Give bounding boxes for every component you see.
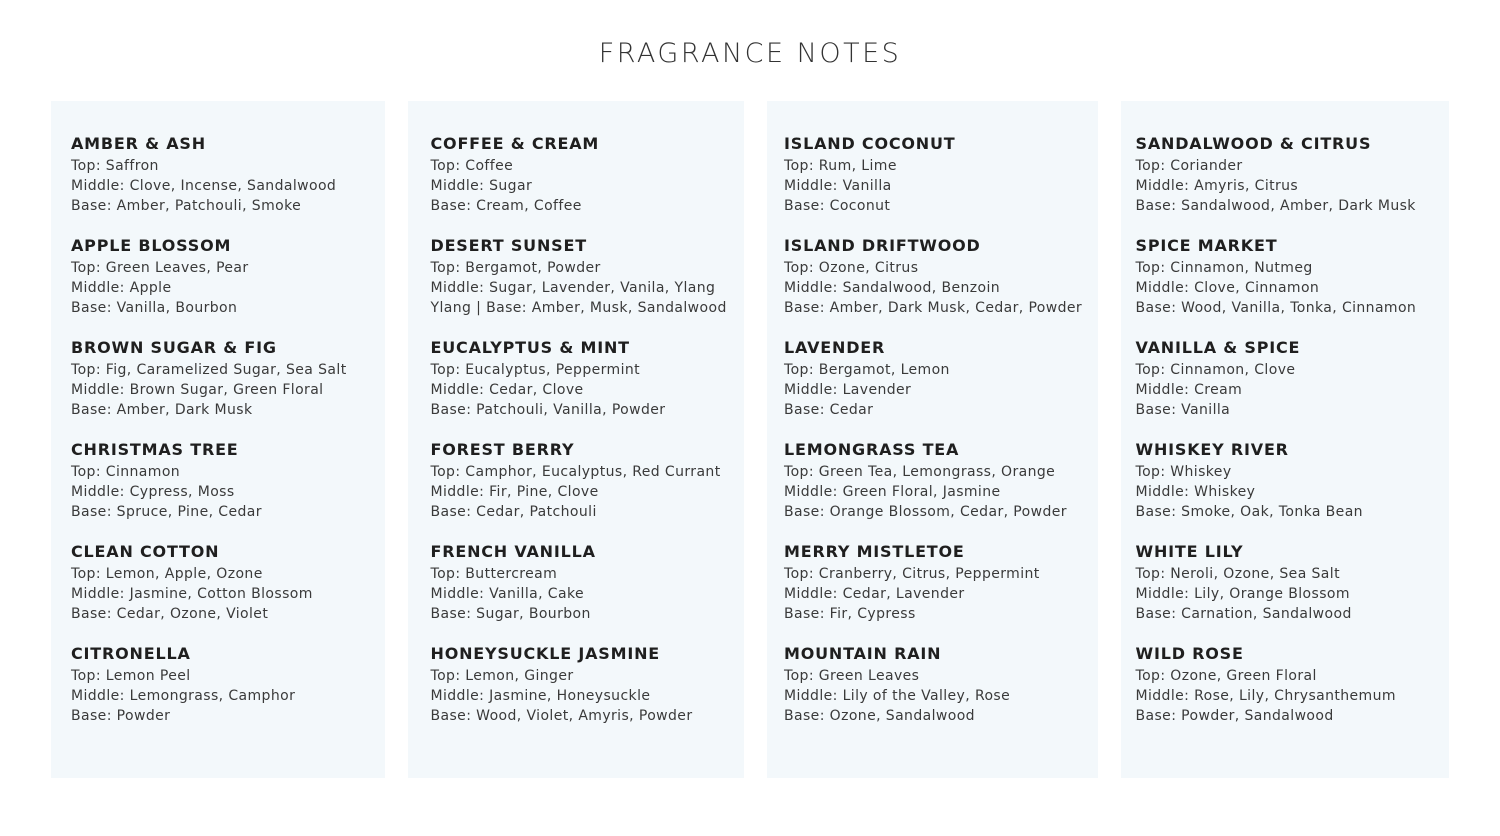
fragrance-name: WHISKEY RIVER xyxy=(1135,440,1289,459)
middle-notes: Middle: Vanilla, Cake xyxy=(430,586,584,602)
top-notes: Top: Buttercream xyxy=(430,566,558,582)
middle-notes: Middle: Lemongrass, Camphor xyxy=(71,688,296,704)
base-notes: Base: Cedar, Patchouli xyxy=(430,504,597,520)
fragrance-column-3 xyxy=(767,101,1098,778)
fragrance-name: APPLE BLOSSOM xyxy=(71,236,232,255)
top-notes: Top: Whiskey xyxy=(1135,464,1232,480)
middle-notes: Middle: Cypress, Moss xyxy=(71,484,235,500)
fragrance-note xyxy=(784,642,1098,726)
fragrance-name: FOREST BERRY xyxy=(430,440,575,459)
top-notes: Top: Cinnamon, Nutmeg xyxy=(1135,260,1313,276)
fragrance-name: FRENCH VANILLA xyxy=(430,542,596,561)
top-notes: Top: Cinnamon xyxy=(71,464,181,480)
fragrance-note xyxy=(431,234,745,318)
base-notes: Base: Sandalwood, Amber, Dark Musk xyxy=(1135,198,1416,214)
base-notes: Base: Amber, Dark Musk, Cedar, Powder xyxy=(784,300,1083,316)
fragrance-note xyxy=(71,336,385,420)
top-notes: Top: Lemon, Apple, Ozone xyxy=(71,566,263,582)
middle-notes: Middle: Vanilla xyxy=(784,178,892,194)
top-notes: Top: Cinnamon, Clove xyxy=(1135,362,1296,378)
middle-notes: Middle: Sandalwood, Benzoin xyxy=(784,280,1001,296)
middle-notes: Middle: Lavender xyxy=(784,382,912,398)
middle-notes: Middle: Lily, Orange Blossom xyxy=(1135,586,1350,602)
top-notes: Top: Green Tea, Lemongrass, Orange xyxy=(784,464,1056,480)
fragrance-name: LAVENDER xyxy=(784,338,886,357)
fragrance-name: CHRISTMAS TREE xyxy=(71,440,239,459)
top-notes: Top: Lemon Peel xyxy=(71,668,191,684)
base-notes: Base: Cream, Coffee xyxy=(430,198,582,214)
top-notes: Top: Green Leaves, Pear xyxy=(71,260,249,276)
page-title: FRAGRANCE NOTES xyxy=(598,38,902,69)
fragrance-name: MERRY MISTLETOE xyxy=(784,542,965,561)
fragrance-column-1 xyxy=(51,101,385,778)
fragrance-name: SANDALWOOD & CITRUS xyxy=(1135,134,1372,153)
fragrance-name: MOUNTAIN RAIN xyxy=(784,644,942,663)
middle-notes: Middle: Cedar, Lavender xyxy=(784,586,965,602)
fragrance-note xyxy=(71,540,385,624)
middle-notes: Middle: Rose, Lily, Chrysanthemum xyxy=(1135,688,1396,704)
base-notes: Base: Powder xyxy=(71,708,171,724)
base-notes: Base: Fir, Cypress xyxy=(784,606,916,622)
top-notes: Top: Saffron xyxy=(71,158,159,174)
fragrance-name: DESERT SUNSET xyxy=(430,236,587,255)
base-notes: Base: Cedar xyxy=(784,402,874,418)
fragrance-note xyxy=(71,234,385,318)
fragrance-name: COFFEE & CREAM xyxy=(430,134,600,153)
fragrance-column-2 xyxy=(408,101,745,778)
fragrance-note xyxy=(1136,540,1450,624)
fragrance-note xyxy=(1136,642,1450,726)
fragrance-note xyxy=(71,642,385,726)
fragrance-name: VANILLA & SPICE xyxy=(1135,338,1301,357)
fragrance-name: BROWN SUGAR & FIG xyxy=(71,338,277,357)
base-notes: Ylang | Base: Amber, Musk, Sandalwood xyxy=(430,300,727,316)
fragrance-name: WHITE LILY xyxy=(1135,542,1244,561)
base-notes: Base: Ozone, Sandalwood xyxy=(784,708,975,724)
fragrance-note xyxy=(1136,438,1450,522)
middle-notes: Middle: Brown Sugar, Green Floral xyxy=(71,382,324,398)
middle-notes: Middle: Cream xyxy=(1135,382,1243,398)
base-notes: Base: Cedar, Ozone, Violet xyxy=(71,606,269,622)
fragrance-note xyxy=(431,540,745,624)
middle-notes: Middle: Apple xyxy=(71,280,172,296)
fragrance-note xyxy=(71,132,385,216)
fragrance-columns xyxy=(51,101,1449,778)
base-notes: Base: Smoke, Oak, Tonka Bean xyxy=(1135,504,1363,520)
fragrance-note xyxy=(784,540,1098,624)
fragrance-name: SPICE MARKET xyxy=(1135,236,1278,255)
top-notes: Top: Fig, Caramelized Sugar, Sea Salt xyxy=(71,362,347,378)
top-notes: Top: Neroli, Ozone, Sea Salt xyxy=(1135,566,1340,582)
fragrance-note xyxy=(784,132,1098,216)
fragrance-name: HONEYSUCKLE JASMINE xyxy=(430,644,661,663)
fragrance-name: ISLAND DRIFTWOOD xyxy=(784,236,981,255)
middle-notes: Middle: Green Floral, Jasmine xyxy=(784,484,1001,500)
top-notes: Top: Ozone, Citrus xyxy=(784,260,919,276)
middle-notes: Middle: Cedar, Clove xyxy=(430,382,584,398)
base-notes: Base: Orange Blossom, Cedar, Powder xyxy=(784,504,1067,520)
middle-notes: Middle: Amyris, Citrus xyxy=(1135,178,1299,194)
top-notes: Top: Bergamot, Powder xyxy=(430,260,601,276)
top-notes: Top: Bergamot, Lemon xyxy=(784,362,950,378)
top-notes: Top: Cranberry, Citrus, Peppermint xyxy=(784,566,1040,582)
fragrance-note xyxy=(431,336,745,420)
middle-notes: Middle: Jasmine, Cotton Blossom xyxy=(71,586,313,602)
base-notes: Base: Amber, Dark Musk xyxy=(71,402,253,418)
middle-notes: Middle: Jasmine, Honeysuckle xyxy=(430,688,651,704)
fragrance-note xyxy=(784,234,1098,318)
fragrance-name: ISLAND COCONUT xyxy=(784,134,956,153)
fragrance-name: LEMONGRASS TEA xyxy=(784,440,960,459)
base-notes: Base: Patchouli, Vanilla, Powder xyxy=(430,402,666,418)
fragrance-note xyxy=(1136,234,1450,318)
fragrance-name: AMBER & ASH xyxy=(71,134,206,153)
top-notes: Top: Coriander xyxy=(1135,158,1243,174)
top-notes: Top: Rum, Lime xyxy=(784,158,897,174)
middle-notes: Middle: Lily of the Valley, Rose xyxy=(784,688,1011,704)
fragrance-note xyxy=(431,642,745,726)
top-notes: Top: Coffee xyxy=(430,158,514,174)
fragrance-note xyxy=(1136,336,1450,420)
middle-notes: Middle: Clove, Incense, Sandalwood xyxy=(71,178,337,194)
middle-notes: Middle: Whiskey xyxy=(1135,484,1256,500)
fragrance-name: CLEAN COTTON xyxy=(71,542,220,561)
base-notes: Base: Spruce, Pine, Cedar xyxy=(71,504,262,520)
fragrance-name: EUCALYPTUS & MINT xyxy=(430,338,630,357)
fragrance-note xyxy=(431,438,745,522)
fragrance-note xyxy=(784,438,1098,522)
middle-notes: Middle: Clove, Cinnamon xyxy=(1135,280,1320,296)
base-notes: Base: Amber, Patchouli, Smoke xyxy=(71,198,302,214)
fragrance-name: CITRONELLA xyxy=(71,644,191,663)
fragrance-name: WILD ROSE xyxy=(1135,644,1244,663)
fragrance-column-4 xyxy=(1121,101,1450,778)
base-notes: Base: Powder, Sandalwood xyxy=(1135,708,1334,724)
top-notes: Top: Green Leaves xyxy=(784,668,920,684)
middle-notes: Middle: Sugar xyxy=(430,178,533,194)
base-notes: Base: Coconut xyxy=(784,198,891,214)
fragrance-note xyxy=(784,336,1098,420)
fragrance-note xyxy=(71,438,385,522)
fragrance-note xyxy=(1136,132,1450,216)
middle-notes: Middle: Sugar, Lavender, Vanila, Ylang xyxy=(430,280,716,296)
top-notes: Top: Eucalyptus, Peppermint xyxy=(430,362,641,378)
base-notes: Base: Wood, Vanilla, Tonka, Cinnamon xyxy=(1135,300,1417,316)
top-notes: Top: Lemon, Ginger xyxy=(430,668,574,684)
base-notes: Base: Vanilla xyxy=(1135,402,1231,418)
base-notes: Base: Vanilla, Bourbon xyxy=(71,300,238,316)
base-notes: Base: Wood, Violet, Amyris, Powder xyxy=(430,708,693,724)
middle-notes: Middle: Fir, Pine, Clove xyxy=(430,484,599,500)
top-notes: Top: Ozone, Green Floral xyxy=(1135,668,1317,684)
top-notes: Top: Camphor, Eucalyptus, Red Currant xyxy=(430,464,721,480)
fragrance-note xyxy=(431,132,745,216)
base-notes: Base: Sugar, Bourbon xyxy=(430,606,591,622)
base-notes: Base: Carnation, Sandalwood xyxy=(1135,606,1352,622)
